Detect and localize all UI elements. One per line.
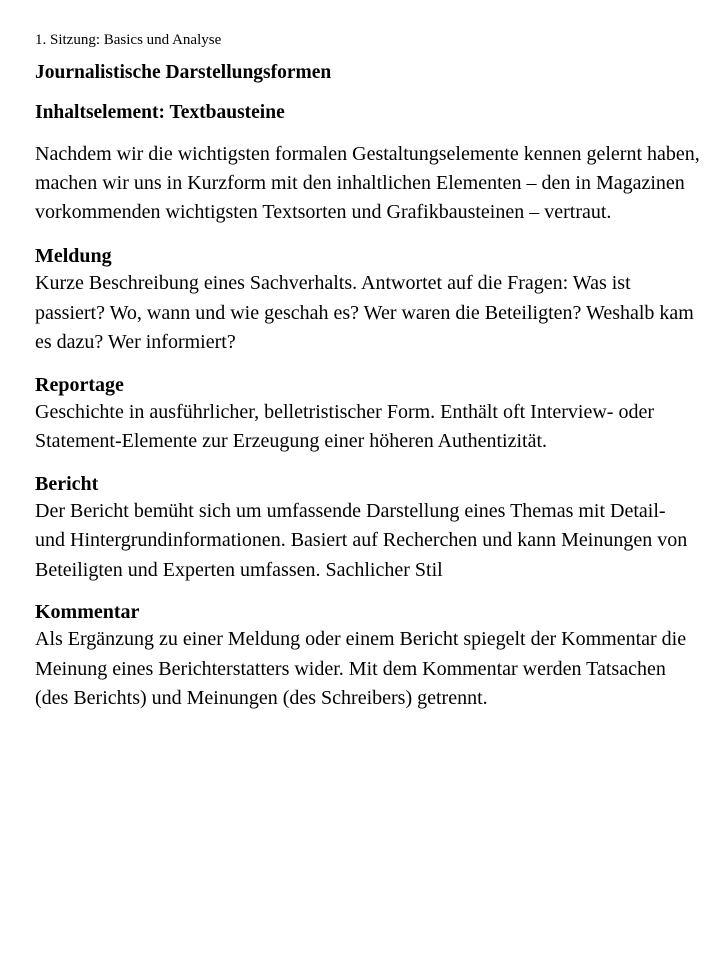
section-title: Reportage <box>35 373 124 396</box>
document-subtitle: Inhaltselement: Textbausteine <box>35 102 285 123</box>
section-title: Kommentar <box>35 601 140 623</box>
section-text: Als Ergänzung zu einer Meldung oder einem Bericht spiegelt der Kommentar die Meinung eines Berichterstatters wider. Mit dem Kommentar werden Tatsachen (des Berichts) und Meinungen (des Schreibers) getrennt. <box>35 628 687 709</box>
section-reportage <box>35 372 700 457</box>
section-text: Der Bericht bemüht sich um umfassende Darstellung eines Themas mit Detail- und Hintergrundinformationen. Basiert auf Recherchen und kann Meinungen von Beteiligten und Experten umfassen. Sachlicher Stil <box>35 499 688 581</box>
document-page <box>35 30 700 728</box>
section-meldung <box>35 243 700 358</box>
section-bericht <box>35 471 700 586</box>
section-title: Bericht <box>35 472 99 495</box>
intro-paragraph: Nachdem wir die wichtigsten formalen Gestaltungselemente kennen gelernt haben, machen wir uns in Kurzform mit den inhaltlichen Elementen – den in Magazinen vorkommenden wichtigsten Textsorten und Grafikbausteinen – vertraut. <box>35 143 700 223</box>
section-kommentar <box>35 599 700 714</box>
session-label: 1. Sitzung: Basics und Analyse <box>35 32 222 48</box>
section-text: Geschichte in ausführlicher, belletristischer Form. Enthält oft Interview- oder Statement-Elemente zur Erzeugung einer höheren Authentizität. <box>35 400 654 452</box>
section-text: Kurze Beschreibung eines Sachverhalts. Antwortet auf die Fragen: Was ist passiert? Wo, wann und wie geschah es? Wer waren die Beteiligten? Weshalb kam es dazu? Wer informiert? <box>35 272 694 353</box>
document-title: Journalistische Darstellungsformen <box>35 62 332 83</box>
section-title: Meldung <box>35 245 112 267</box>
